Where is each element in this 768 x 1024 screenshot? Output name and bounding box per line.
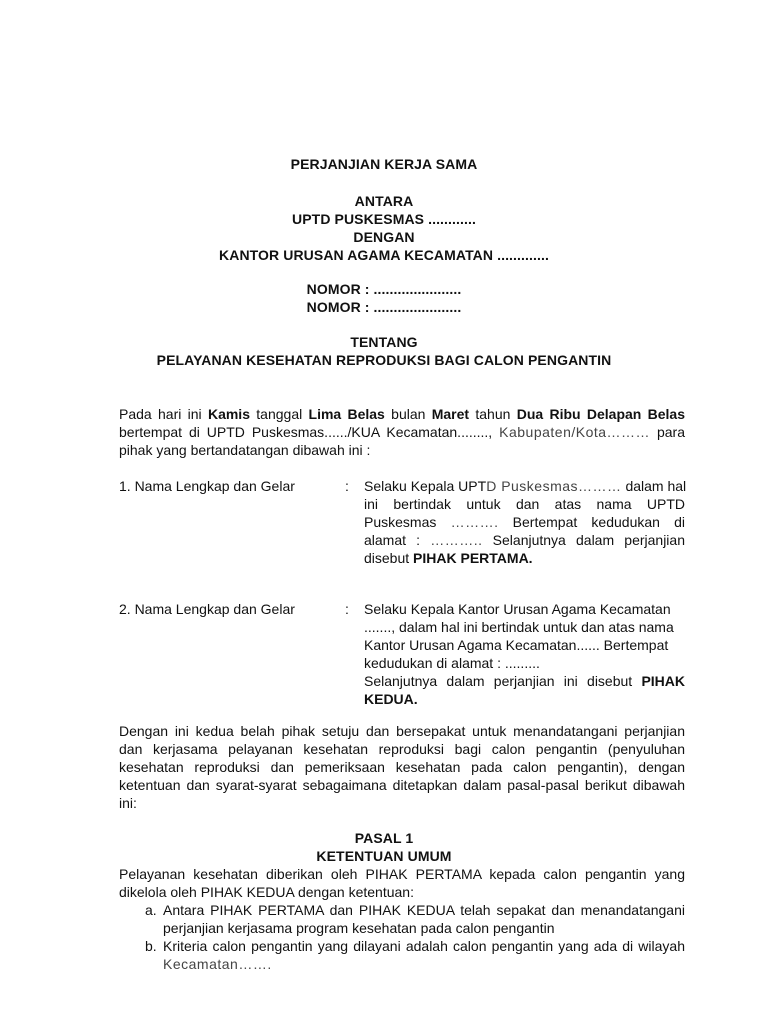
intro-regency: Kabupaten/Kota……… — [499, 424, 651, 440]
party-2-text: Selanjutnya dalam perjanjian ini disebut — [364, 673, 633, 689]
party-1-line-4 — [364, 531, 685, 549]
second-party-heading: KANTOR URUSAN AGAMA KECAMATAN ............. — [219, 247, 549, 263]
party-1-dots: ……….. — [430, 532, 483, 548]
dengan-heading: DENGAN — [353, 229, 415, 245]
party-1-description — [364, 477, 685, 567]
party-2-line-4: kedudukan di alamat : ......... — [364, 655, 540, 671]
kedua-label: KEDUA. — [364, 691, 418, 707]
list-item-line-1: Antara PIHAK PERTAMA dan PIHAK KEDUA telah sepakat dan menandatangani — [163, 902, 685, 918]
intro-text: bertempat di UPTD Puskesmas....../KUA Kecamatan........, — [119, 424, 493, 440]
party-1-text: disebut — [364, 550, 414, 566]
list-item-text — [163, 937, 685, 973]
list-marker: a. — [145, 902, 157, 918]
agreement-line-4: ketentuan dan syarat-syarat sebagaimana ditetapkan dalam pasal-pasal berikut dibawah — [119, 777, 685, 793]
party-2-label: 2. Nama Lengkap dan Gelar — [119, 601, 295, 617]
party-1-entry — [119, 477, 685, 567]
party-1-puskesmas: D Puskesmas……… — [486, 478, 622, 494]
pasal-1-heading-block — [0, 829, 768, 865]
party-1-colon: : — [345, 478, 349, 494]
list-item — [145, 937, 685, 973]
list-marker: b. — [145, 938, 157, 954]
first-party-heading: UPTD PUSKESMAS ............ — [292, 211, 476, 227]
party-2-line-3: Kantor Urusan Agama Kecamatan...... Bertempat — [364, 637, 669, 653]
party-2-line-2: ......., dalam hal ini bertindak untuk dan atas nama — [364, 619, 674, 635]
intro-text: tanggal — [249, 406, 309, 422]
party-1-text: alamat : — [364, 532, 421, 548]
party-2-colon: : — [345, 601, 349, 617]
subject-heading: PELAYANAN KESEHATAN REPRODUKSI BAGI CALON PENGANTIN — [156, 352, 612, 368]
intro-year: Dua Ribu Delapan Belas — [516, 406, 685, 422]
number-block — [0, 280, 768, 316]
list-item-text — [163, 901, 685, 937]
party-1-text: Puskesmas — [364, 514, 437, 530]
party-1-line-1 — [364, 477, 685, 495]
agreement-line-1: Dengan ini kedua belah pihak setuju dan bersepakat untuk menandatangani perjanjian — [119, 723, 685, 739]
party-2-entry — [119, 600, 685, 708]
antara-heading: ANTARA — [354, 193, 414, 209]
intro-line-1 — [119, 405, 685, 423]
list-item-line-1: Kriteria calon pengantin yang dilayani adalah calon pengantin yang ada di wilayah — [163, 938, 685, 954]
party-2-line-5 — [364, 672, 685, 690]
intro-line-3: pihak yang bertandatangan dibawah ini : — [119, 442, 371, 458]
party-1-dots: ………. — [450, 514, 499, 530]
intro-paragraph — [119, 405, 685, 459]
pasal-1-title: PASAL 1 — [354, 830, 414, 846]
parties-header-block — [0, 192, 768, 264]
agreement-line-5: ini: — [119, 795, 137, 811]
pasal-1-paragraph — [119, 865, 685, 901]
document-title: PERJANJIAN KERJA SAMA — [290, 156, 478, 172]
pihak-pertama-label: PIHAK PERTAMA. — [413, 550, 533, 566]
pihak-label: PIHAK — [641, 673, 686, 689]
intro-text: bulan — [384, 406, 432, 422]
party-1-label: 1. Nama Lengkap dan Gelar — [119, 478, 295, 494]
party-1-text: Selaku Kepala UPT — [364, 478, 487, 494]
party-1-text: Bertempat kedudukan di — [512, 514, 686, 530]
list-item-line-2: perjanjian kerjasama program kesehatan pada calon pengantin — [163, 920, 555, 936]
nomor-line-2: NOMOR : ...................... — [306, 299, 462, 315]
nomor-line-1: NOMOR : ...................... — [306, 281, 462, 297]
subject-block — [0, 333, 768, 369]
list-item-line-2: Kecamatan……. — [163, 956, 272, 972]
party-1-line-5 — [364, 549, 685, 567]
agreement-line-2: dan kerjasama pelayanan kesehatan reproduksi bagi calon pengantin (penyuluhan — [119, 741, 685, 757]
pasal-1-line-2: dikelola oleh PIHAK KEDUA dengan ketentuan: — [119, 884, 414, 900]
intro-month: Maret — [431, 406, 470, 422]
pasal-1-subtitle: KETENTUAN UMUM — [316, 848, 452, 864]
intro-text: tahun — [469, 406, 517, 422]
tentang-heading: TENTANG — [350, 334, 418, 350]
document-title-block — [0, 155, 768, 173]
intro-date: Lima Belas — [308, 406, 385, 422]
party-1-line-3 — [364, 513, 685, 531]
intro-line-2 — [119, 423, 685, 441]
party-1-text: Selanjutnya dalam perjanjian — [492, 532, 685, 548]
intro-day: Kamis — [207, 406, 250, 422]
party-2-line-1: Selaku Kepala Kantor Urusan Agama Kecamatan — [364, 601, 671, 617]
intro-text: para — [656, 424, 686, 440]
intro-text: Pada hari ini — [119, 406, 208, 422]
agreement-paragraph — [119, 722, 685, 812]
pasal-1-line-1: Pelayanan kesehatan diberikan oleh PIHAK PERTAMA kepada calon pengantin yang — [119, 866, 685, 882]
party-1-line-2: ini bertindak untuk dan atas nama UPTD — [364, 496, 685, 512]
party-2-line-6 — [364, 690, 685, 708]
list-item — [145, 901, 685, 937]
party-1-text: dalam hal — [625, 478, 687, 494]
agreement-line-3: kesehatan reproduksi dan pemeriksaan kesehatan pada calon pengantin), dengan — [119, 759, 685, 775]
party-2-description — [364, 600, 685, 708]
